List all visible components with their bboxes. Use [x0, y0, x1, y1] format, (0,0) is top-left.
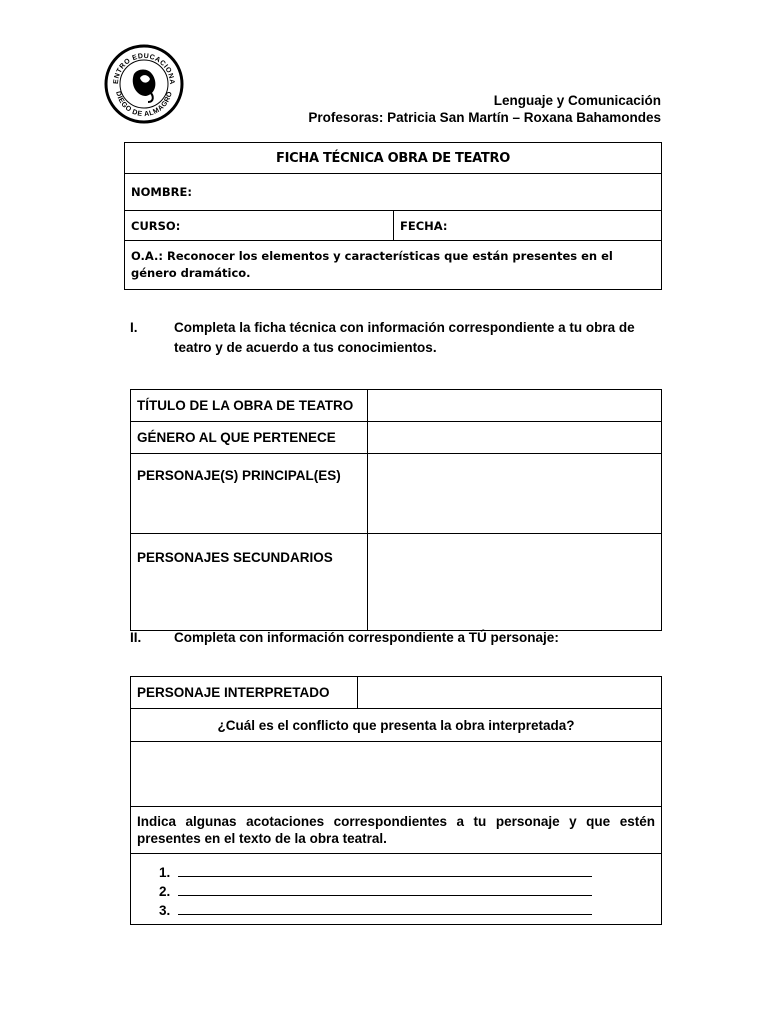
worksheet-title-cell — [125, 143, 662, 174]
course-field[interactable]: CURSO: — [125, 211, 394, 241]
answer-line[interactable] — [178, 902, 592, 915]
answer-line[interactable] — [178, 864, 592, 877]
worksheet-title: FICHA TÉCNICA OBRA DE TEATRO — [276, 150, 510, 166]
svg-text:CENTRO EDUCACIONAL: ENTRO EDUCACIONA — [112, 52, 176, 86]
learning-objective: O.A.: Reconocer los elementos y características que están presentes en el género dramático. — [125, 241, 662, 290]
conflict-question: ¿Cuál es el conflicto que presenta la obra interpretada? — [131, 709, 662, 742]
main-characters-answer[interactable] — [368, 454, 662, 534]
list-item — [137, 901, 655, 920]
school-seal-icon — [104, 44, 184, 124]
stage-directions-list — [137, 863, 655, 920]
play-title-answer[interactable] — [368, 390, 662, 422]
section-1-instruction: Completa la ficha técnica con información correspondiente a tu obra de teatro y de acuerdo a tus conocimientos. — [174, 320, 635, 355]
genre-label: GÉNERO AL QUE PERTENECE — [131, 422, 368, 454]
answer-line[interactable] — [178, 883, 592, 896]
name-field[interactable]: NOMBRE: — [125, 174, 662, 211]
document-header — [308, 92, 661, 126]
section-2-number: II. — [130, 630, 142, 645]
secondary-characters-label: PERSONAJES SECUNDARIOS — [131, 534, 368, 631]
secondary-characters-answer[interactable] — [368, 534, 662, 631]
teachers-line: Profesoras: Patricia San Martín – Roxana Bahamondes — [308, 110, 661, 125]
conflict-answer[interactable] — [131, 742, 662, 807]
school-logo — [104, 44, 184, 124]
section-1-number: I. — [130, 320, 138, 335]
date-field[interactable]: FECHA: — [394, 211, 662, 241]
list-item — [137, 882, 655, 901]
list-number: 2. — [159, 883, 171, 899]
svg-text:DIEGO DE ALMAGRO: DIEGO DE ALMAGRO — [114, 90, 174, 119]
subject-title: Lenguaje y Comunicación — [493, 93, 661, 108]
stage-directions-list-cell — [131, 854, 662, 925]
character-label: PERSONAJE INTERPRETADO — [131, 677, 358, 709]
play-title-label: TÍTULO DE LA OBRA DE TEATRO — [131, 390, 368, 422]
section-2-instruction: Completa con información correspondiente a TÚ personaje: — [174, 630, 559, 645]
list-number: 3. — [159, 902, 171, 918]
student-info-table — [124, 142, 662, 290]
stage-directions-prompt: Indica algunas acotaciones correspondientes a tu personaje y que estén presentes en el texto de la obra teatral. — [131, 807, 662, 854]
play-details-table — [130, 389, 662, 631]
genre-answer[interactable] — [368, 422, 662, 454]
character-answer[interactable] — [358, 677, 662, 709]
character-table — [130, 676, 662, 925]
list-item — [137, 863, 655, 882]
main-characters-label: PERSONAJE(S) PRINCIPAL(ES) — [131, 454, 368, 534]
list-number: 1. — [159, 864, 171, 880]
